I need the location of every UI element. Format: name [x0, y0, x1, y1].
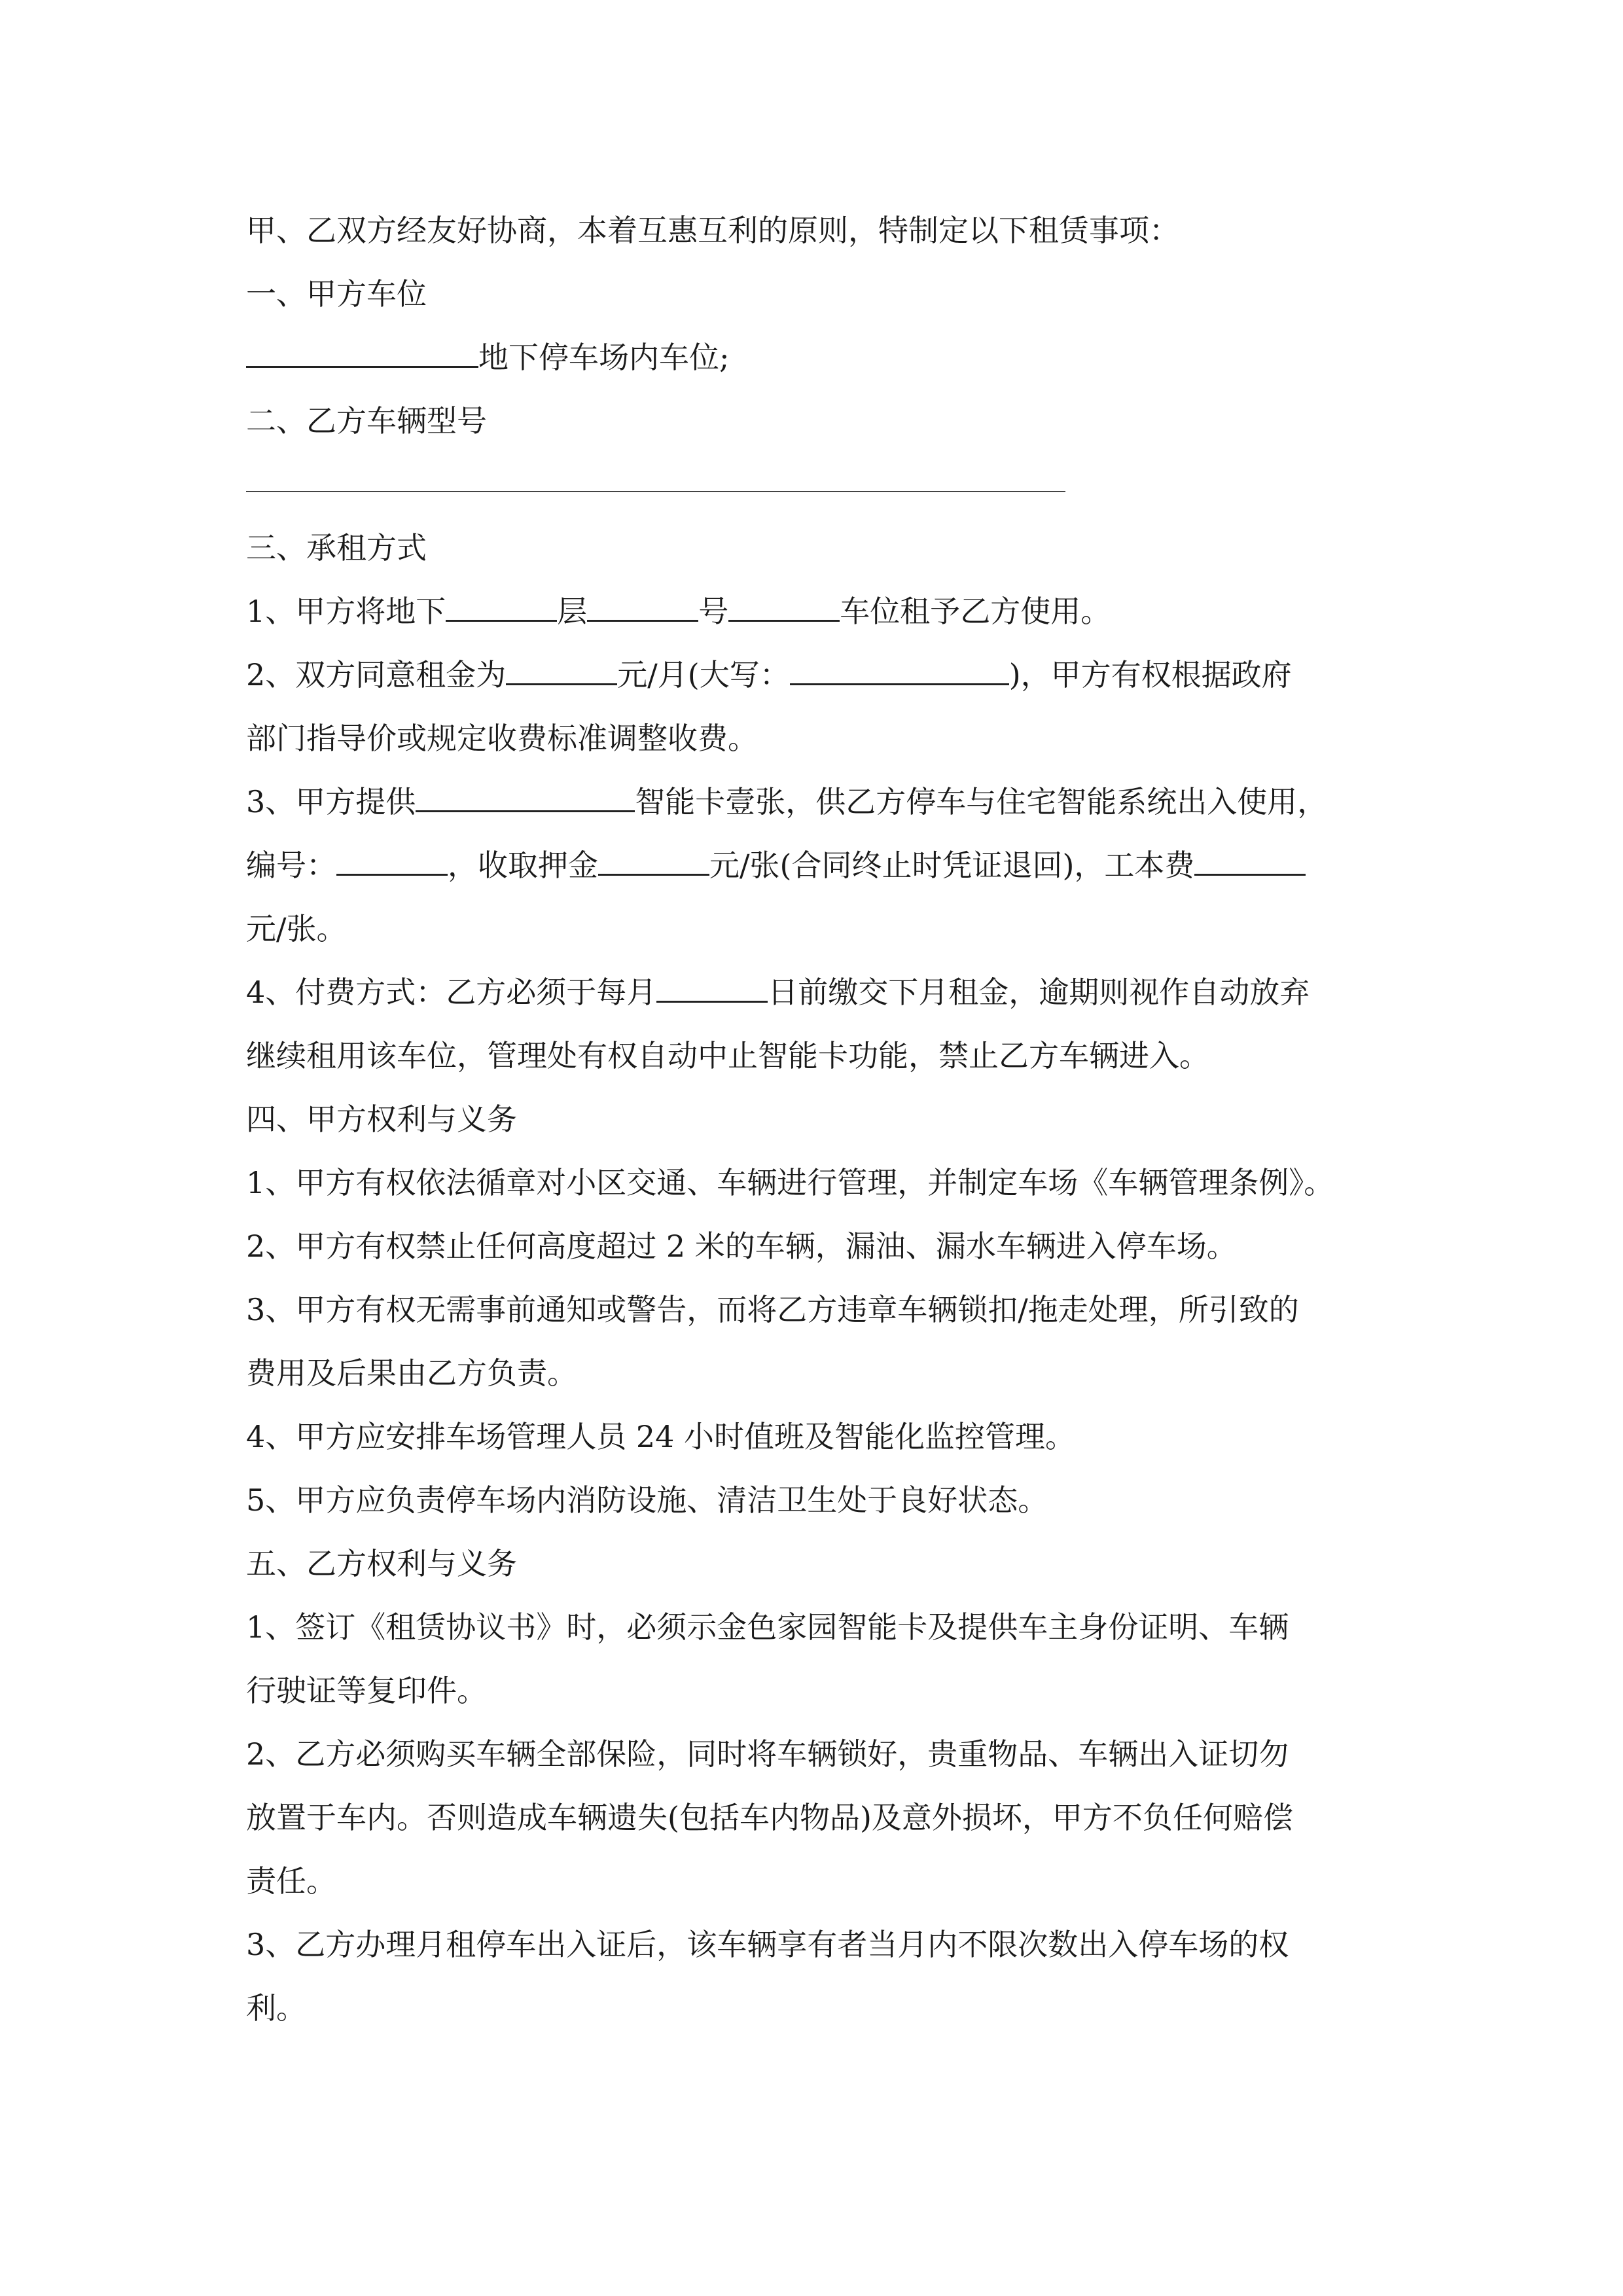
payment-day-blank: [656, 964, 768, 1003]
vehicle-model-rule: [246, 491, 1065, 492]
section-4-item-3: 3、甲方有权无需事前通知或警告，而将乙方违章车辆锁扣/拖走处理，所引致的: [246, 1292, 1299, 1327]
section-5-item-2-cont: 放置于车内。否则造成车辆遗失(包括车内物品)及意外损坏，甲方不负任何赔偿: [246, 1800, 1293, 1835]
section-4-item-2: 2、甲方有权禁止任何高度超过 2 米的车辆，漏油、漏水车辆进入停车场。: [246, 1229, 1237, 1264]
section-3-item-3-end: 元/张。: [246, 911, 347, 946]
vehicle-model-blank-line: [246, 453, 1385, 516]
section-3-item-4-cont: 继续租用该车位，管理处有权自动中止智能卡功能，禁止乙方车辆进入。: [246, 1038, 1209, 1073]
section-3-item-2: 2、双方同意租金为 元/月(大写： )，甲方有权根据政府: [246, 643, 1385, 707]
spot-blank: [728, 583, 840, 622]
rent-uppercase-blank: [790, 647, 1009, 685]
section-1-heading: 一、甲方车位: [246, 276, 427, 312]
section-5-item-1-cont: 行驶证等复印件。: [246, 1673, 487, 1708]
section-2-heading: 二、乙方车辆型号: [246, 403, 487, 439]
section-3-item-2-cont: 部门指导价或规定收费标准调整收费。: [246, 721, 758, 756]
section-3-heading: 三、承租方式: [246, 530, 427, 565]
document-body: [246, 199, 1385, 2040]
section-5-item-1: 1、签订《租赁协议书》时，必须示金色家园智能卡及提供车主身份证明、车辆: [246, 1609, 1289, 1645]
section-5-item-3-cont: 利。: [246, 1990, 306, 2026]
section-5-item-3: 3、乙方办理月租停车出入证后，该车辆享有者当月内不限次数出入停车场的权: [246, 1927, 1289, 1962]
card-number-blank: [336, 837, 448, 876]
rent-amount-blank: [506, 647, 617, 685]
section-5-item-2: 2、乙方必须购买车辆全部保险，同时将车辆锁好，贵重物品、车辆出入证切勿: [246, 1736, 1289, 1772]
parking-spot-text: 地下停车场内车位;: [478, 340, 730, 375]
section-4-item-1: 1、甲方有权依法循章对小区交通、车辆进行管理，并制定车场《车辆管理条例》。: [246, 1165, 1334, 1200]
floor-blank: [446, 583, 557, 622]
section-3-item-3-cont: 编号： ，收取押金 元/张(合同终止时凭证退回)，工本费: [246, 834, 1385, 897]
intro-paragraph: 甲、乙双方经友好协商，本着互惠互利的原则，特制定以下租赁事项：: [246, 213, 1179, 248]
section-4-item-4: 4、甲方应安排车场管理人员 24 小时值班及智能化监控管理。: [246, 1419, 1076, 1454]
section-4-heading: 四、甲方权利与义务: [246, 1102, 517, 1137]
section-4-item-3-cont: 费用及后果由乙方负责。: [246, 1355, 577, 1391]
section-3-item-4: 4、付费方式：乙方必须于每月 日前缴交下月租金，逾期则视作自动放弃: [246, 961, 1385, 1024]
card-provider-blank: [416, 774, 635, 812]
number-blank: [587, 583, 698, 622]
deposit-blank: [598, 837, 709, 876]
section-5-item-2-end: 责任。: [246, 1863, 336, 1899]
cost-fee-blank: [1194, 837, 1306, 876]
section-1-parking-spot: [246, 326, 1385, 389]
section-3-item-3: 3、甲方提供 智能卡壹张，供乙方停车与住宅智能系统出入使用，: [246, 770, 1385, 834]
section-3-item-1: 1、甲方将地下 层 号 车位租予乙方使用。: [246, 580, 1385, 643]
section-5-heading: 五、乙方权利与义务: [246, 1546, 517, 1581]
parking-spot-blank: [246, 329, 478, 368]
section-4-item-5: 5、甲方应负责停车场内消防设施、清洁卫生处于良好状态。: [246, 1482, 1048, 1518]
